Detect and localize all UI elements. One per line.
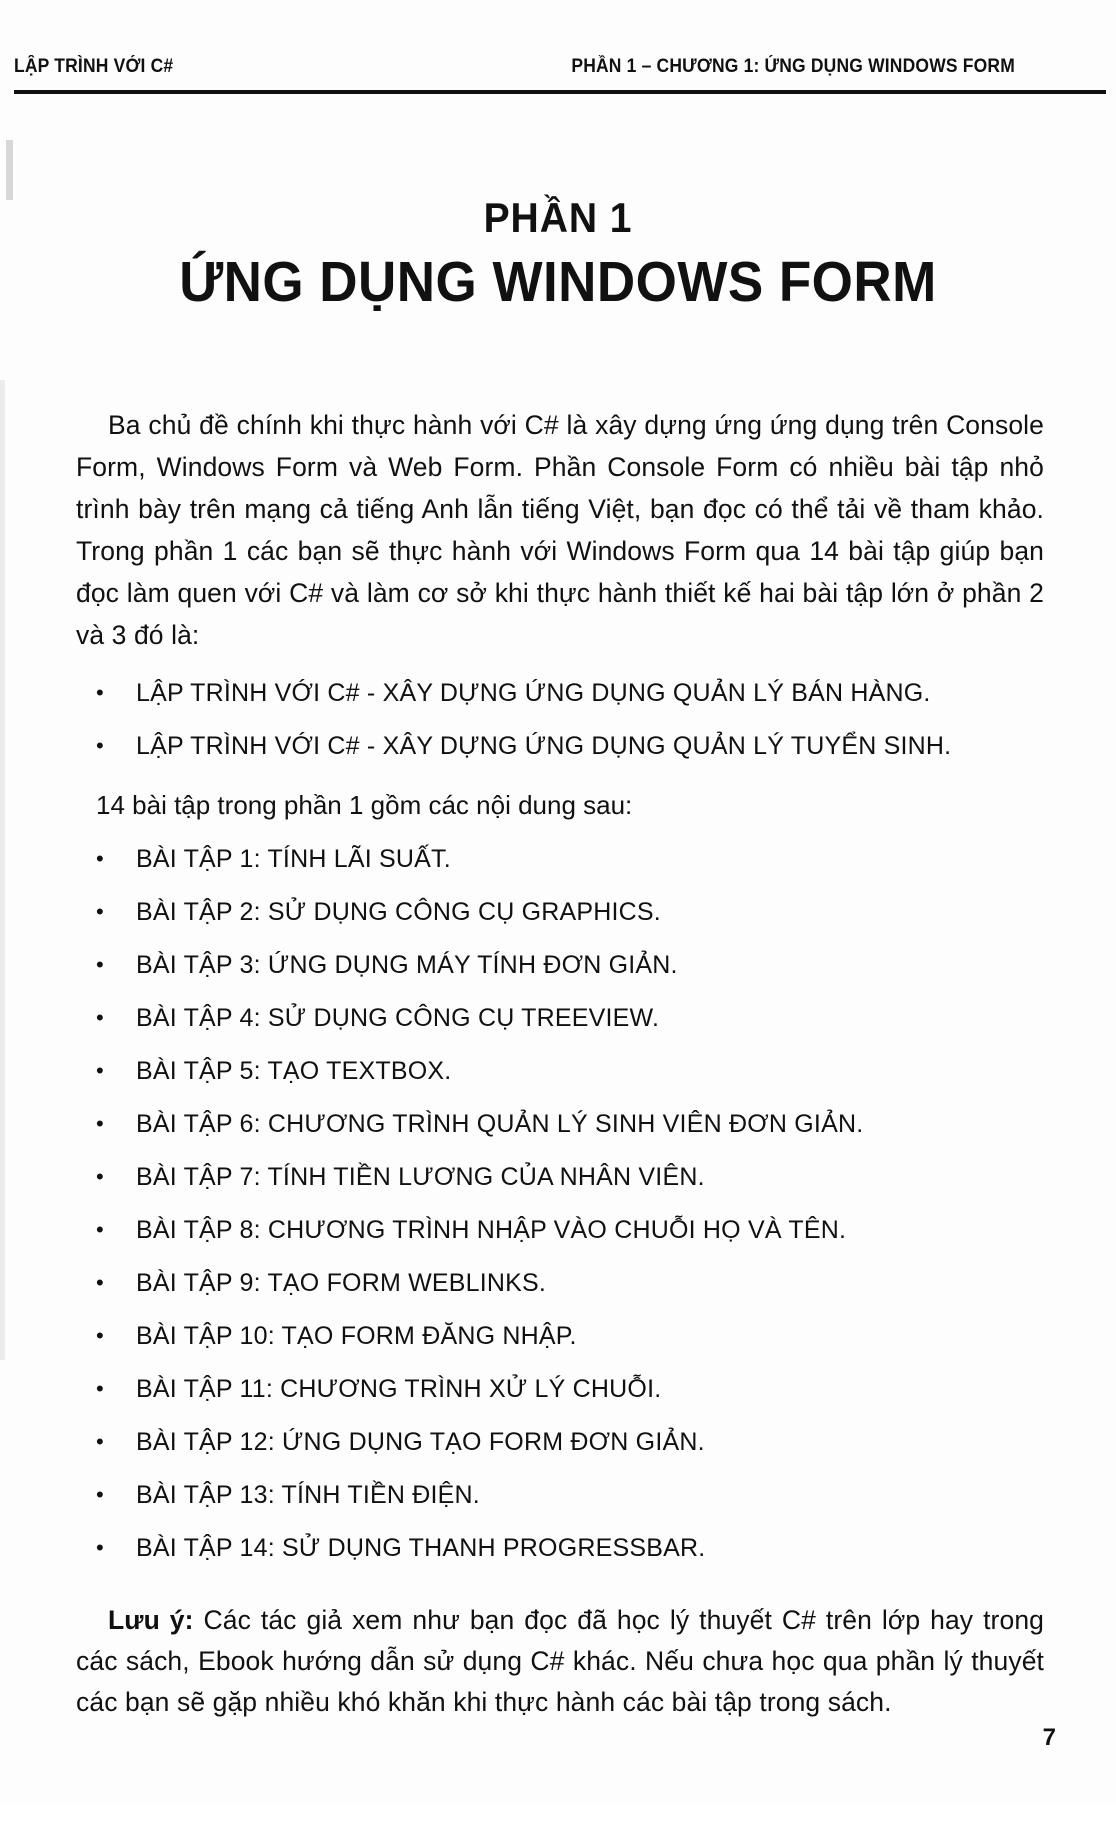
intro-paragraph-text: Ba chủ đề chính khi thực hành với C# là xây dựng ứng ứng dụng trên Console Form, Windows Form và Web Form. Phần Console Form có nhiều bài tập nhỏ trình bày trên mạng cả tiếng Anh lẫn tiếng Việt, bạn đọc có thể tải về tham khảo. Trong phần 1 các bạn sẽ thực hành với Windows Form qua 14 bài tập giúp bạn đọc làm quen với C# và làm cơ sở khi thực hành thiết kế hai bài tập lớn ở phần 2 và 3 đó là: [76,410,1044,650]
list-item: • BÀI TẬP 3: ỨNG DỤNG MÁY TÍNH ĐƠN GIẢN. [76,950,1044,981]
list-item: • BÀI TẬP 7: TÍNH TIỀN LƯƠNG CỦA NHÂN VIÊN. [76,1162,1044,1193]
list-item: • LẬP TRÌNH VỚI C# - XÂY DỰNG ỨNG DỤNG QUẢN LÝ TUYỂN SINH. [76,731,1044,762]
page-body [76,404,1044,1750]
list-item: • BÀI TẬP 1: TÍNH LÃI SUẤT. [76,844,1044,875]
list-item: • BÀI TẬP 9: TẠO FORM WEBLINKS. [76,1268,1044,1299]
list-item: • BÀI TẬP 13: TÍNH TIỀN ĐIỆN. [76,1480,1044,1511]
exercises-intro: 14 bài tập trong phần 1 gồm các nội dung sau: [96,790,633,820]
scan-artifact-left-edge [0,380,5,1360]
part-title-block [0,195,1116,313]
list-item: • BÀI TẬP 8: CHƯƠNG TRÌNH NHẬP VÀO CHUỖI HỌ VÀ TÊN. [76,1215,1044,1246]
list-item: • BÀI TẬP 10: TẠO FORM ĐĂNG NHẬP. [76,1321,1044,1352]
intro-paragraph [76,404,1044,656]
header-chapter-title: PHẦN 1 – CHƯƠNG 1: ỨNG DỤNG WINDOWS FORM [571,56,1015,77]
list-item: • BÀI TẬP 4: SỬ DỤNG CÔNG CỤ TREEVIEW. [76,1003,1044,1034]
big-projects-list [76,678,1044,762]
list-item: • BÀI TẬP 11: CHƯƠNG TRÌNH XỬ LÝ CHUỖI. [76,1374,1044,1405]
note-label: Lưu ý: [108,1605,194,1635]
running-header [14,56,1015,78]
part-number: PHẦN 1 [483,194,633,241]
list-item: • BÀI TẬP 6: CHƯƠNG TRÌNH QUẢN LÝ SINH VIÊN ĐƠN GIẢN. [76,1109,1044,1140]
page-number: 7 [1042,1724,1056,1751]
scan-artifact-top [6,140,13,200]
list-item: • BÀI TẬP 14: SỬ DỤNG THANH PROGRESSBAR. [76,1533,1044,1564]
exercises-list [76,844,1044,1564]
list-item: • BÀI TẬP 12: ỨNG DỤNG TẠO FORM ĐƠN GIẢN. [76,1427,1044,1458]
list-item: • LẬP TRÌNH VỚI C# - XÂY DỰNG ỨNG DỤNG QUẢN LÝ BÁN HÀNG. [76,678,1044,709]
page-bottom-edge [0,1804,1116,1826]
header-divider [14,90,1106,94]
list-item: • BÀI TẬP 5: TẠO TEXTBOX. [76,1056,1044,1087]
note-text: Các tác giả xem như bạn đọc đã học lý thuyết C# trên lớp hay trong các sách, Ebook hướng dẫn sử dụng C# khác. Nếu chưa học qua phần lý thuyết các bạn sẽ gặp nhiều khó khăn khi thực hành các bài tập trong sách. [76,1605,1044,1717]
note-paragraph [76,1600,1044,1723]
header-book-title: LẬP TRÌNH VỚI C# [14,56,174,77]
list-item: • BÀI TẬP 2: SỬ DỤNG CÔNG CỤ GRAPHICS. [76,897,1044,928]
part-title: ỨNG DỤNG WINDOWS FORM [179,250,937,315]
